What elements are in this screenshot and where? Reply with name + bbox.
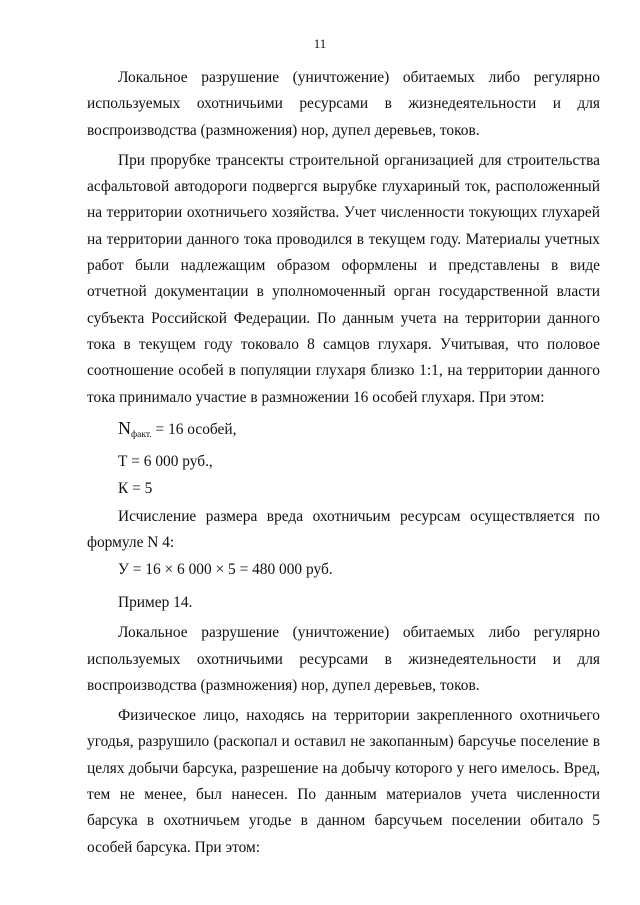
section-example-14: [87, 590, 600, 861]
paragraph-case-description-2: Физическое лицо, находясь на территории закрепленного охотничьего угодья, разрушило (раскопал и оставил не закопанным) барсучье поселение в целях добычи барсука, разрешение на добычу которого у него имелось. Вред, тем не менее, был нанесен. По данным материалов учета численности барсука в охотничьем угодье в данном барсучьем поселении обитало 5 особей барсука. При этом:: [87, 707, 600, 856]
formula-n-subscript: факт.: [131, 429, 152, 440]
formula-result: У = 16 × 6 000 × 5 = 480 000 руб.: [118, 561, 333, 579]
formula-n-fact: [87, 415, 600, 448]
paragraph-damage-type-2: Локальное разрушение (уничтожение) обитаемых либо регулярно используемых охотничьими ресурсами в жизнедеятельности и для воспроизводства (размножения) нор, дупел деревьев, токов.: [87, 624, 600, 694]
paragraph-damage-type: Локальное разрушение (уничтожение) обитаемых либо регулярно используемых охотничьими ресурсами в жизнедеятельности и для воспроизводства (размножения) нор, дупел деревьев, токов.: [87, 69, 600, 139]
formula-t: Т = 6 000 руб.,: [118, 453, 213, 471]
page-number: 11: [313, 36, 327, 51]
formula-n-value: = 16 особей,: [151, 420, 237, 438]
paragraph-calculation-method: Исчисление размера вреда охотничьим ресурсам осуществляется по формуле N 4:: [87, 507, 600, 552]
section-1: [87, 65, 600, 584]
formula-k: К = 5: [118, 480, 153, 498]
formula-n-symbol: N: [118, 417, 131, 438]
paragraph-case-description: При прорубке трансекты строительной организацией для строительства асфальтовой автодороги подвергся вырубке глухариный ток, расположенный на территории охотничьего хозяйства. Учет численности токующих глухарей на территории данного тока проводился в текущем году. Материалы учетных работ были надлежащим образом оформлены и представлены в виде отчетной документации в уполномоченный орган государственной власти субъекта Российской Федерации. По данным учета на территории данного тока в текущем году токовало 8 самцов глухаря. Учитывая, что половое соотношение особей в популяции глухаря близко 1:1, на территории данного тока принимало участие в размножении 16 особей глухаря. При этом:: [87, 151, 600, 406]
example-heading: Пример 14.: [118, 594, 193, 611]
